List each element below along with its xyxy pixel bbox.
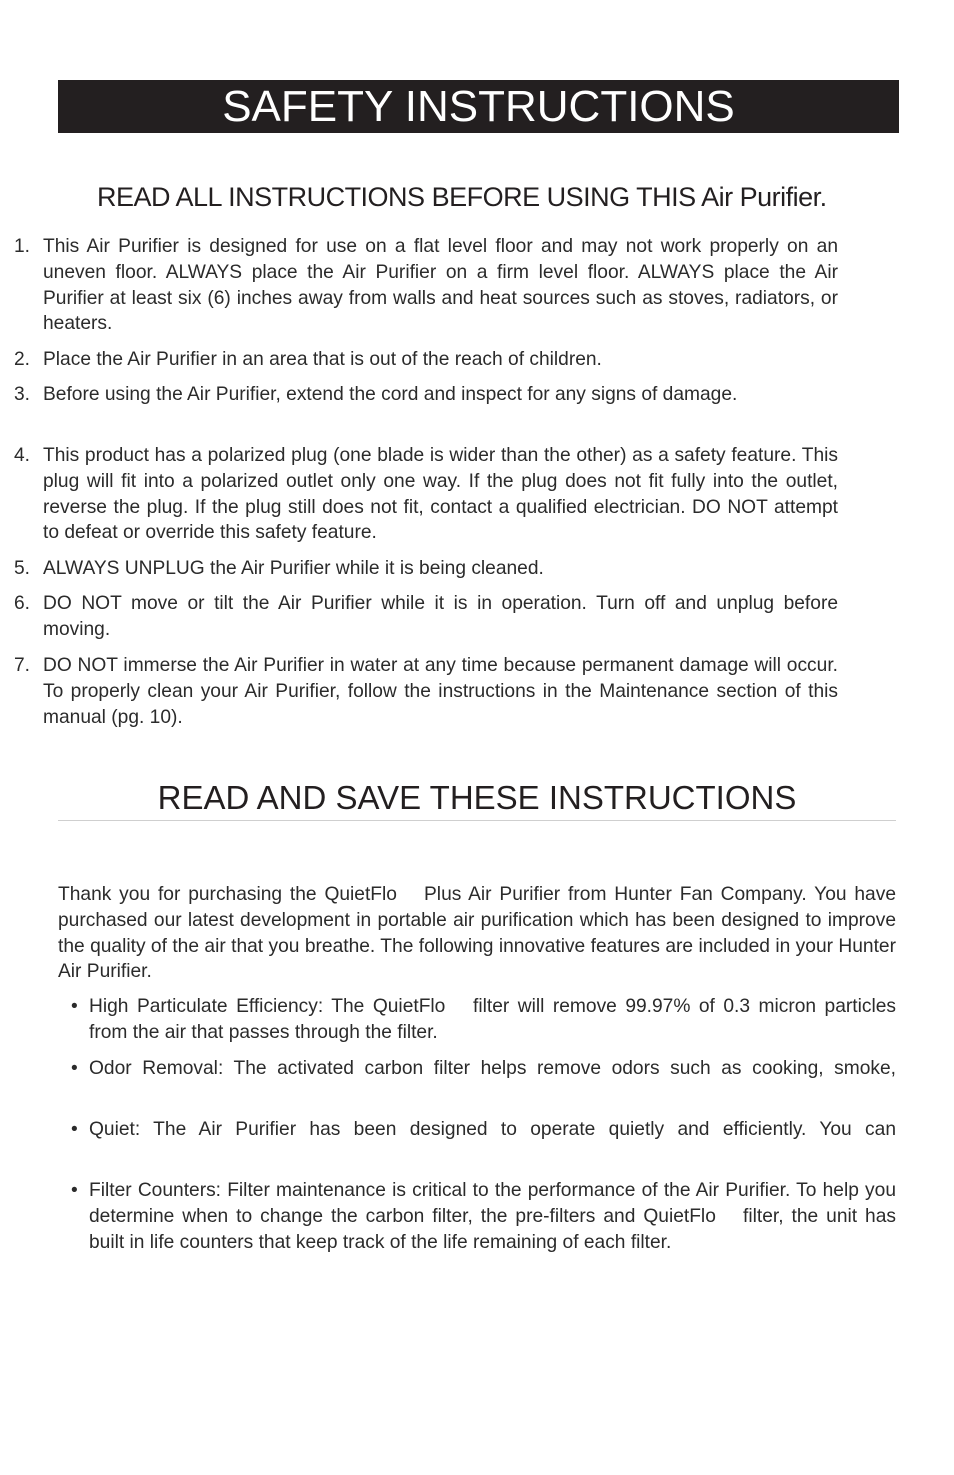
instruction-text: DO NOT immerse the Air Purifier in water at any time because permanent damage will occur. To properly clean your Air Purifier, follow the instructions in the Maintenance section of this manual (pg. 10). bbox=[43, 655, 838, 728]
instruction-number: 6. bbox=[14, 593, 31, 614]
instruction-text: This Air Purifier is designed for use on a flat level floor and may not work properly on an uneven floor. ALWAYS place the Air Purifier on a firm level floor. ALWAYS place the Air Purifier at least six (6) inches away from walls and heat sources such as stoves, radiators, or heaters. bbox=[43, 236, 838, 335]
instruction-item-5 bbox=[0, 556, 838, 582]
feature-item-4 bbox=[58, 1178, 896, 1255]
bullet-marker: • bbox=[71, 1058, 78, 1079]
instruction-text: DO NOT move or tilt the Air Purifier while it is in operation. Turn off and unplug before moving. bbox=[43, 593, 838, 640]
feature-item-3 bbox=[58, 1117, 896, 1143]
instruction-text: Before using the Air Purifier, extend the cord and inspect for any signs of damage. bbox=[43, 384, 738, 405]
instruction-number: 3. bbox=[14, 384, 31, 405]
bullet-marker: • bbox=[71, 996, 78, 1017]
read-all-heading: READ ALL INSTRUCTIONS BEFORE USING THIS Air Purifier. bbox=[97, 182, 827, 212]
instruction-item-1 bbox=[0, 234, 838, 337]
instruction-item-6 bbox=[0, 591, 838, 643]
feature-item-2 bbox=[58, 1056, 896, 1082]
page-title: SAFETY INSTRUCTIONS bbox=[222, 82, 735, 131]
instruction-text: ALWAYS UNPLUG the Air Purifier while it is being cleaned. bbox=[43, 558, 544, 579]
title-banner bbox=[58, 80, 899, 133]
instruction-number: 7. bbox=[14, 655, 31, 676]
instruction-number: 5. bbox=[14, 558, 31, 579]
instruction-text: Place the Air Purifier in an area that is out of the reach of children. bbox=[43, 349, 602, 370]
feature-item-1 bbox=[58, 994, 896, 1046]
instruction-item-3 bbox=[0, 382, 838, 408]
feature-text: Filter Counters: Filter maintenance is critical to the performance of the Air Purifier. To help you determine when to change the carbon filter, the pre-filters and QuietFlo filter, the unit has built in life counters that keep track of the life remaining of each filter. bbox=[89, 1180, 896, 1253]
feature-text: Odor Removal: The activated carbon filter helps remove odors such as cooking, smoke, bbox=[89, 1058, 896, 1079]
instruction-number: 1. bbox=[14, 236, 31, 257]
instruction-number: 4. bbox=[14, 445, 31, 466]
instruction-item-2 bbox=[0, 347, 838, 373]
instruction-item-4 bbox=[0, 443, 838, 546]
feature-text: High Particulate Efficiency: The QuietFlo filter will remove 99.97% of 0.3 micron particles from the air that passes through the filter. bbox=[89, 996, 896, 1043]
instruction-item-7 bbox=[0, 653, 838, 730]
instruction-text: This product has a polarized plug (one blade is wider than the other) as a safety feature. This plug will fit into a polarized outlet only one way. If the plug does not fit fully into the outlet, reverse the plug. If the plug still does not fit, contact a qualified electrician. DO NOT attempt to defeat or override this safety feature. bbox=[43, 445, 838, 544]
bullet-marker: • bbox=[71, 1119, 78, 1140]
feature-text: Quiet: The Air Purifier has been designed to operate quietly and efficiently. You can bbox=[89, 1119, 896, 1140]
save-instructions-heading: READ AND SAVE THESE INSTRUCTIONS bbox=[157, 779, 797, 816]
bullet-marker: • bbox=[71, 1180, 78, 1201]
heading-divider bbox=[58, 820, 896, 821]
instruction-number: 2. bbox=[14, 349, 31, 370]
intro-paragraph: Thank you for purchasing the QuietFlo Plus Air Purifier from Hunter Fan Company. You have purchased our latest development in portable air purification which has been designed to improve the quality of the air that you breathe. The following innovative features are included in your Hunter Air Purifier. bbox=[58, 884, 896, 983]
